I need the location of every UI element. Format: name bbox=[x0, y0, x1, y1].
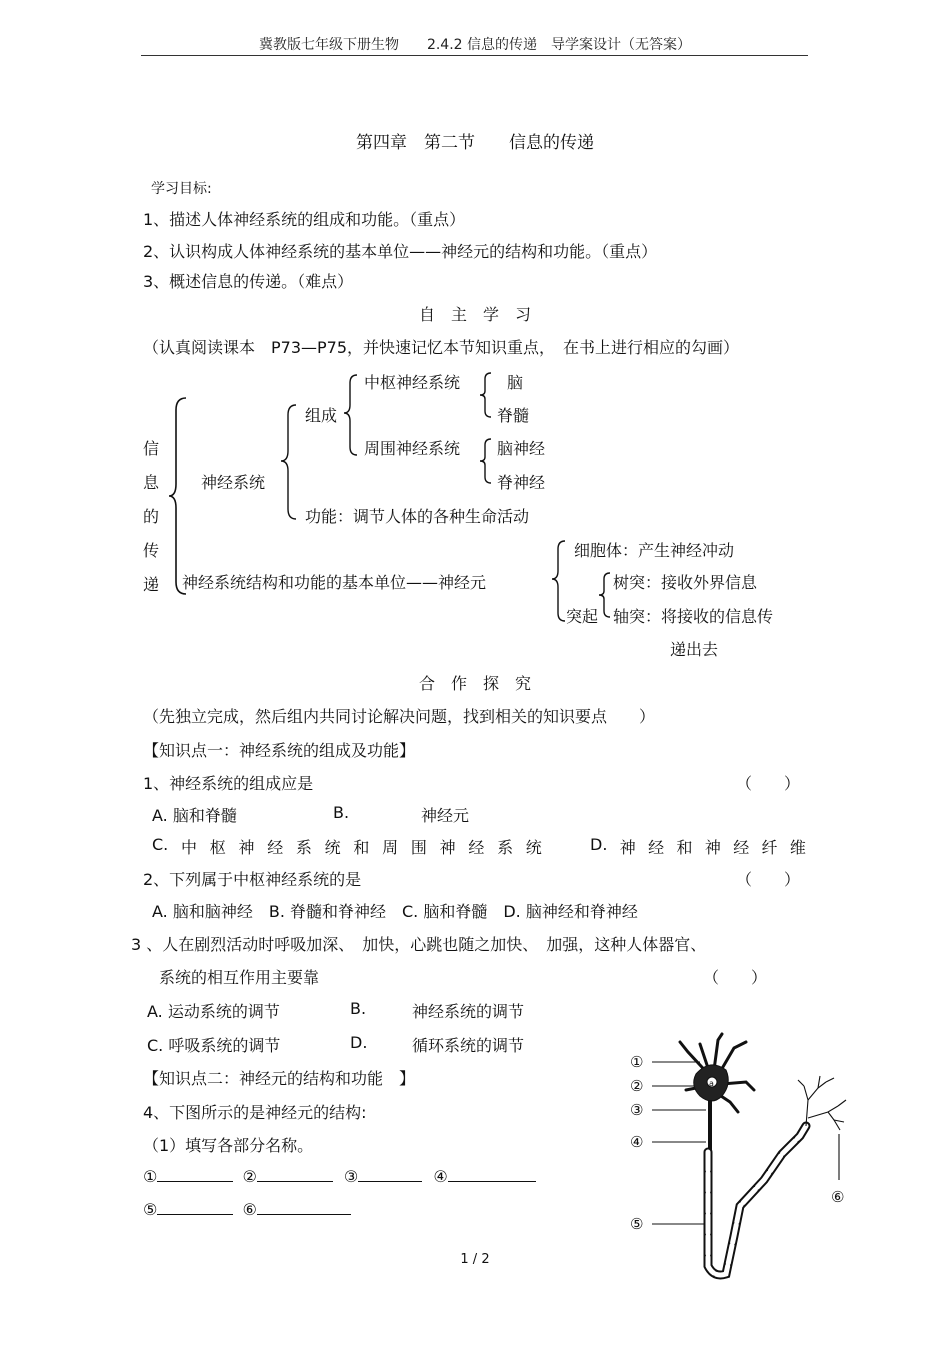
q1-option-c-char: 围 bbox=[410, 838, 427, 857]
q1-option-d-char: 经 bbox=[648, 838, 665, 857]
q1-option-c-char: 周 bbox=[382, 838, 399, 857]
q1-option-c-char: 和 bbox=[353, 838, 370, 857]
nervous-system-label: 神经系统 bbox=[201, 473, 266, 492]
figure-label-4: ④ bbox=[630, 1133, 644, 1151]
q1-option-c-char: 经 bbox=[267, 838, 284, 857]
central-brace bbox=[479, 371, 493, 419]
q2-options: A. 脑和脑神经 B. 脊髓和脊神经 C. 脑和脊髓 D. 脑神经和脊神经 bbox=[152, 902, 638, 921]
nervous-system-brace bbox=[280, 403, 300, 521]
neuron-diagram bbox=[622, 1030, 852, 1282]
q1-answer-paren[interactable]: （ ） bbox=[736, 774, 801, 793]
section-title: 第四章 第二节 信息的传递 bbox=[356, 133, 594, 153]
brain-label: 脑 bbox=[507, 373, 524, 392]
composition-brace bbox=[343, 373, 359, 457]
root-char: 递 bbox=[143, 575, 160, 594]
neuron-brace bbox=[551, 539, 567, 623]
root-char: 传 bbox=[143, 541, 160, 560]
axon-label-cont: 递出去 bbox=[670, 640, 719, 659]
figure-label-5: ⑤ bbox=[630, 1215, 644, 1233]
knowledge-point-1: 【知识点一：神经系统的组成及功能】 bbox=[143, 741, 416, 760]
nucleus-mark: a bbox=[709, 1079, 714, 1088]
q4-sub1: （1）填写各部分名称。 bbox=[143, 1136, 314, 1155]
figure-label-6: ⑥ bbox=[831, 1188, 845, 1206]
header-rule bbox=[141, 55, 808, 56]
dendrite-label: 树突：接收外界信息 bbox=[613, 573, 758, 592]
blank-label: ③ bbox=[343, 1167, 359, 1186]
q1-stem: 1、神经系统的组成应是 bbox=[143, 774, 314, 793]
cell-body-label: 细胞体：产生神经冲动 bbox=[574, 541, 735, 560]
blank-field[interactable] bbox=[157, 1167, 233, 1182]
q3-option-b-letter: B. bbox=[350, 999, 367, 1018]
objectives-heading: 学习目标: bbox=[151, 181, 212, 197]
self-study-instruction: （认真阅读课本 P73—P75，并快速记忆本节知识重点， 在书上进行相应的勾画） bbox=[143, 338, 740, 357]
q4-stem: 4、下图所示的是神经元的结构: bbox=[143, 1103, 367, 1122]
cooperative-heading: 合 作 探 究 bbox=[418, 674, 531, 693]
q1-option-a: A. 脑和脊髓 bbox=[152, 806, 237, 825]
blank-field[interactable] bbox=[448, 1167, 536, 1182]
root-char: 的 bbox=[143, 507, 160, 526]
q1-option-c bbox=[152, 835, 542, 858]
neuron-label: 神经系统结构和功能的基本单位——神经元 bbox=[182, 573, 487, 592]
process-label: 突起 bbox=[566, 607, 599, 626]
peripheral-nervous-label: 周围神经系统 bbox=[364, 439, 461, 458]
process-brace bbox=[598, 571, 612, 619]
root-char: 息 bbox=[143, 473, 160, 492]
spinal-nerves-label: 脊神经 bbox=[497, 473, 546, 492]
peripheral-brace bbox=[479, 437, 493, 485]
blank-label: ④ bbox=[433, 1167, 448, 1186]
blank-field[interactable] bbox=[358, 1167, 422, 1182]
q1-option-c-char: C. bbox=[152, 835, 169, 854]
q2-answer-paren[interactable]: （ ） bbox=[736, 870, 801, 889]
objective-1: 1、描述人体神经系统的组成和功能。（重点） bbox=[143, 210, 466, 229]
q1-option-c-char: 神 bbox=[238, 838, 255, 857]
q3-stem-line2: 系统的相互作用主要靠 bbox=[159, 968, 320, 987]
root-char: 信 bbox=[143, 439, 160, 458]
q1-option-d-char: 神 bbox=[619, 838, 636, 857]
blank-row-2 bbox=[143, 1200, 351, 1219]
objective-2: 2、认识构成人体神经系统的基本单位——神经元的结构和功能。（重点） bbox=[143, 242, 658, 261]
q3-option-b-text: 神经系统的调节 bbox=[412, 1002, 525, 1021]
q1-option-c-char: 系 bbox=[295, 838, 312, 857]
q1-option-b-text: 神经元 bbox=[421, 806, 470, 825]
cooperative-instruction: （先独立完成，然后组内共同讨论解决问题，找到相关的知识要点 ） bbox=[143, 707, 656, 726]
blank-label: ① bbox=[143, 1167, 158, 1186]
blank-label: ② bbox=[242, 1167, 257, 1186]
q1-option-d-char: 维 bbox=[789, 838, 806, 857]
composition-label: 组成 bbox=[305, 406, 338, 425]
q1-option-c-char: 系 bbox=[497, 838, 514, 857]
page-number: 1 / 2 bbox=[460, 1252, 490, 1267]
self-study-heading: 自 主 学 习 bbox=[418, 305, 531, 324]
q3-option-a: A. 运动系统的调节 bbox=[147, 1002, 280, 1021]
blank-row-1 bbox=[143, 1167, 536, 1186]
q1-option-c-char: 经 bbox=[468, 838, 485, 857]
figure-label-1: ① bbox=[630, 1053, 644, 1071]
q1-option-c-char: 中 bbox=[180, 838, 197, 857]
axon-label: 轴突：将接收的信息传 bbox=[613, 607, 774, 626]
q1-option-d-char: D. bbox=[590, 835, 608, 854]
q1-option-d-char: 纤 bbox=[761, 838, 778, 857]
q3-answer-paren[interactable]: （ ） bbox=[703, 968, 768, 987]
q1-option-d-char: 经 bbox=[733, 838, 750, 857]
q1-option-d-char: 神 bbox=[704, 838, 721, 857]
q3-option-d-letter: D. bbox=[350, 1033, 368, 1052]
blank-field[interactable] bbox=[257, 1200, 351, 1215]
q3-stem-line1: 3 、人在剧烈活动时呼吸加深、 加快，心跳也随之加快、 加强，这种人体器官、 bbox=[131, 935, 707, 954]
blank-field[interactable] bbox=[157, 1200, 233, 1215]
q3-option-d-text: 循环系统的调节 bbox=[412, 1036, 525, 1055]
q1-option-b-letter: B. bbox=[333, 803, 350, 822]
q2-stem: 2、下列属于中枢神经系统的是 bbox=[143, 870, 362, 889]
q1-option-d bbox=[590, 835, 806, 858]
main-brace bbox=[168, 396, 190, 596]
page-header: 冀教版七年级下册生物 2.4.2 信息的传递 导学案设计（无答案） bbox=[258, 37, 692, 53]
blank-field[interactable] bbox=[257, 1167, 333, 1182]
blank-label: ⑥ bbox=[242, 1200, 257, 1219]
q1-option-c-char: 神 bbox=[439, 838, 456, 857]
cranial-nerves-label: 脑神经 bbox=[497, 439, 546, 458]
q3-option-c: C. 呼吸系统的调节 bbox=[147, 1036, 281, 1055]
knowledge-point-2: 【知识点二：神经元的结构和功能 】 bbox=[143, 1069, 416, 1088]
q1-option-c-char: 统 bbox=[324, 838, 341, 857]
figure-label-3: ③ bbox=[630, 1101, 644, 1119]
central-nervous-label: 中枢神经系统 bbox=[364, 373, 461, 392]
spinal-cord-label: 脊髓 bbox=[497, 406, 530, 425]
q1-option-d-char: 和 bbox=[676, 838, 693, 857]
function-label: 功能：调节人体的各种生命活动 bbox=[305, 507, 530, 526]
q1-option-c-char: 枢 bbox=[209, 838, 226, 857]
q1-option-c-char: 统 bbox=[525, 838, 542, 857]
blank-label: ⑤ bbox=[143, 1200, 158, 1219]
objective-3: 3、概述信息的传递。（难点） bbox=[143, 272, 354, 291]
figure-label-2: ② bbox=[630, 1077, 644, 1095]
